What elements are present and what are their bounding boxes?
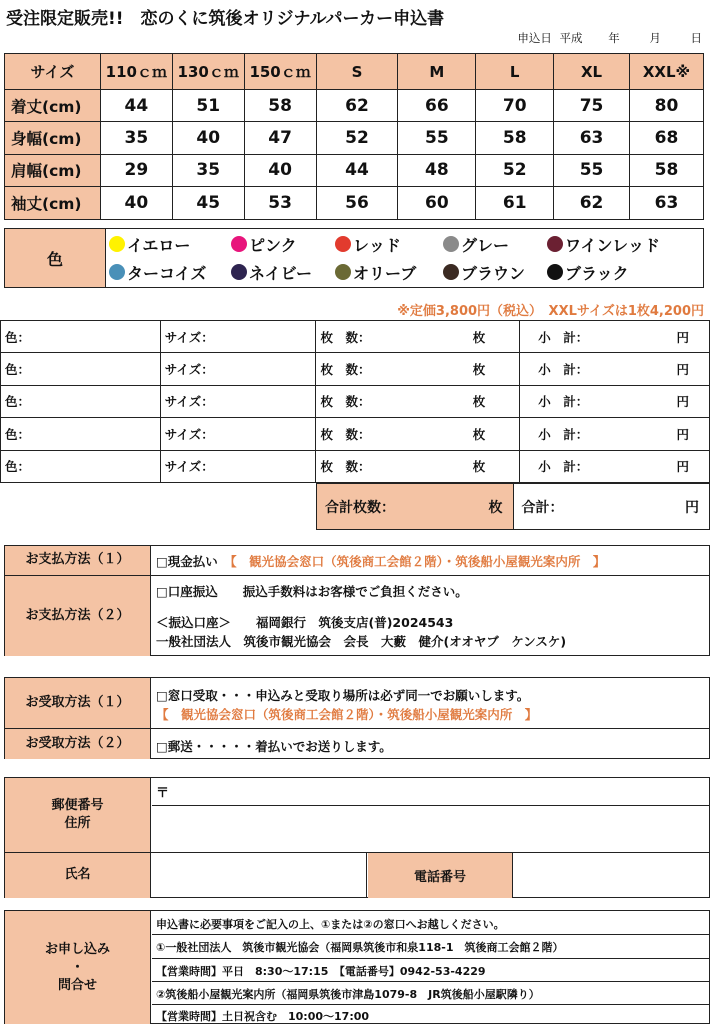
contact-office-1-hours: 【営業時間】平日 8:30〜17:15 【電話番号】0942-53-4229	[156, 965, 486, 978]
application-date-line	[513, 30, 702, 46]
contact-office-2-hours: 【営業時間】土日祝含む 10:00〜17:00	[156, 1010, 370, 1023]
postal-mark: 〒	[156, 786, 170, 801]
size-row-label: 着丈(cm)	[5, 90, 101, 122]
bank-account: ＜振込口座＞ 福岡銀行 筑後支店(普)2024543	[156, 615, 454, 630]
color-name: ネイビー	[249, 263, 313, 283]
color-name: ピンク	[249, 235, 297, 255]
order-color-cell[interactable]	[1, 385, 161, 417]
color-name: ブラック	[565, 263, 629, 283]
order-quantity-label: 枚 数：	[320, 459, 371, 475]
navy-dot-icon	[231, 264, 247, 280]
name-label: 氏名	[5, 853, 151, 898]
receipt-method-2-label: お受取方法（２）	[5, 729, 151, 759]
order-quantity-cell[interactable]	[316, 385, 520, 417]
postal-address-label	[5, 778, 151, 852]
order-subtotal-unit: 円	[676, 394, 689, 410]
size-cell: 63	[554, 122, 630, 154]
color-option-black[interactable]	[547, 258, 629, 286]
color-name: レッド	[353, 235, 401, 255]
size-header-cell: L	[476, 54, 554, 90]
order-subtotal-cell[interactable]	[520, 321, 710, 353]
olive-dot-icon	[335, 264, 351, 280]
era-label: 平成	[559, 31, 583, 45]
order-size-label: サイズ：	[164, 459, 214, 475]
phone-label: 電話番号	[368, 853, 513, 898]
order-color-label: 色：	[5, 426, 31, 442]
size-row-label: 身幅(cm)	[5, 122, 101, 154]
yellow-dot-icon	[109, 236, 125, 252]
order-quantity-label: 枚 数：	[320, 426, 371, 442]
size-cell: 47	[244, 122, 316, 154]
size-cell: 35	[172, 154, 244, 186]
size-cell: 53	[244, 187, 316, 219]
size-header-cell: 150ｃｍ	[244, 54, 316, 90]
size-cell: 75	[554, 90, 630, 122]
color-name: ワインレッド	[565, 235, 660, 255]
address-label: 住所	[64, 816, 91, 831]
price-note: ※定価3,800円（税込） XXLサイズは1枚4,200円	[397, 304, 704, 319]
order-color-cell[interactable]	[1, 450, 161, 482]
size-cell: 45	[172, 187, 244, 219]
pink-dot-icon	[231, 236, 247, 252]
size-cell: 58	[244, 90, 316, 122]
order-size-label: サイズ：	[164, 394, 214, 410]
color-option-red[interactable]	[335, 230, 401, 258]
order-subtotal-cell[interactable]	[520, 418, 710, 450]
order-quantity-label: 枚 数：	[320, 329, 371, 345]
order-quantity-unit: 枚	[472, 459, 486, 475]
size-cell: 52	[316, 122, 398, 154]
address-field[interactable]	[152, 807, 709, 852]
postal-code-field[interactable]	[152, 778, 709, 806]
payment-transfer-option[interactable]: □口座振込 振込手数料はお客様でご負担ください。	[156, 584, 468, 599]
divider	[152, 934, 709, 935]
receipt-counter-option[interactable]: □窓口受取・・・申込みと受取り場所は必ず同一でお願いします。	[156, 688, 530, 703]
size-cell: 60	[398, 187, 476, 219]
order-subtotal-unit: 円	[676, 426, 689, 442]
size-cell: 29	[100, 154, 172, 186]
order-color-cell[interactable]	[1, 321, 161, 353]
size-header-cell: サイズ	[5, 54, 101, 90]
day-label: 日	[690, 31, 702, 45]
size-cell: 48	[398, 154, 476, 186]
color-option-turquoise[interactable]	[109, 258, 206, 286]
order-size-label: サイズ：	[164, 329, 214, 345]
order-row	[1, 321, 710, 353]
size-cell: 62	[316, 90, 398, 122]
size-cell: 40	[172, 122, 244, 154]
order-subtotal-label: 小 計：	[538, 394, 589, 410]
color-name: グレー	[461, 235, 510, 255]
color-option-gray[interactable]	[443, 230, 509, 258]
size-cell: 44	[100, 90, 172, 122]
order-row	[1, 450, 710, 482]
order-subtotal-label: 小 計：	[538, 459, 589, 475]
contact-office-2: ②筑後船小屋観光案内所（福岡県筑後市津島1079-8 JR筑後船小屋駅隣り）	[156, 988, 540, 1001]
contact-instruction: 申込書に必要事項をご記入の上、①または②の窓口へお越しください。	[156, 918, 505, 931]
order-quantity-unit: 枚	[472, 426, 486, 442]
size-cell: 51	[172, 90, 244, 122]
order-quantity-cell[interactable]	[316, 418, 520, 450]
payment-method-1[interactable]	[156, 552, 605, 570]
black-dot-icon	[547, 264, 563, 280]
order-quantity-cell[interactable]	[316, 321, 520, 353]
contact-office-1: ①一般社団法人 筑後市観光協会（福岡県筑後市和泉118-1 筑後商工会館２階）	[156, 941, 564, 954]
contact-section	[4, 910, 710, 1024]
order-subtotal-unit: 円	[676, 459, 689, 475]
order-size-cell[interactable]	[160, 418, 316, 450]
receipt-method-1-label: お受取方法（１）	[5, 678, 151, 728]
date-label: 申込日	[517, 31, 552, 45]
color-name: オリーブ	[353, 263, 417, 283]
brown-dot-icon	[443, 264, 459, 280]
color-name: ブラウン	[461, 263, 526, 283]
order-subtotal-label: 小 計：	[538, 426, 589, 442]
order-subtotal-label: 小 計：	[538, 329, 589, 345]
totals-row	[316, 483, 710, 530]
order-color-cell[interactable]	[1, 353, 161, 385]
receipt-mail-option[interactable]: □郵送・・・・・着払いでお送りします。	[156, 739, 392, 754]
size-cell: 58	[476, 122, 554, 154]
color-option-yellow[interactable]	[109, 230, 190, 258]
color-label: 色	[5, 229, 106, 287]
postal-code-label: 郵便番号	[51, 797, 104, 813]
divider	[152, 958, 709, 959]
size-cell: 56	[316, 187, 398, 219]
payment-cash-option: □現金払い	[156, 554, 218, 569]
size-header-cell: S	[316, 54, 398, 90]
size-cell: 55	[398, 122, 476, 154]
order-quantity-cell[interactable]	[316, 450, 520, 482]
order-size-cell[interactable]	[160, 450, 316, 482]
month-label: 月	[649, 31, 661, 45]
color-name: ターコイズ	[127, 263, 207, 283]
order-subtotal-cell[interactable]	[520, 385, 710, 417]
order-table	[0, 320, 710, 483]
order-subtotal-label: 小 計：	[538, 362, 589, 378]
order-subtotal-cell[interactable]	[520, 353, 710, 385]
order-quantity-unit: 枚	[472, 394, 486, 410]
order-size-cell[interactable]	[160, 321, 316, 353]
size-cell: 80	[629, 90, 703, 122]
order-color-label: 色：	[5, 394, 31, 410]
wine-red-dot-icon	[547, 236, 563, 252]
contact-label	[5, 911, 151, 1024]
order-row	[1, 385, 710, 417]
account-holder: 一般社団法人 筑後市観光協会 会長 大藪 健介(オオヤブ ケンスケ)	[156, 634, 567, 649]
order-color-label: 色：	[5, 459, 31, 475]
order-subtotal-unit: 円	[676, 329, 689, 345]
payment-section	[4, 545, 710, 656]
divider	[152, 981, 709, 982]
total-quantity[interactable]	[317, 484, 514, 529]
total-quantity-unit: 枚	[488, 499, 503, 516]
total-amount-label: 合計：	[521, 499, 564, 516]
receipt-counter-place: 【 観光協会窓口（筑後商工会館２階）・筑後船小屋観光案内所 】	[156, 707, 538, 722]
order-quantity-unit: 枚	[472, 362, 486, 378]
size-cell: 55	[554, 154, 630, 186]
size-cell: 68	[629, 122, 703, 154]
size-header-row	[5, 54, 704, 90]
contact-label-line: ・	[70, 959, 84, 975]
size-cell: 44	[316, 154, 398, 186]
size-header-cell: XXL※	[629, 54, 703, 90]
size-header-cell: M	[398, 54, 476, 90]
size-header-cell: XL	[554, 54, 630, 90]
size-row	[5, 90, 704, 122]
color-option-brown[interactable]	[443, 258, 525, 286]
size-cell: 61	[476, 187, 554, 219]
receipt-section	[4, 677, 710, 759]
size-header-cell: 110ｃｍ	[100, 54, 172, 90]
size-cell: 62	[554, 187, 630, 219]
payment-method-2-label: お支払方法（２）	[5, 576, 151, 656]
size-table	[4, 53, 704, 220]
color-options	[4, 228, 704, 288]
form-title: 受注限定販売!! 恋のくに筑後オリジナルパーカー申込書	[6, 9, 445, 29]
order-color-label: 色：	[5, 329, 31, 345]
name-field[interactable]	[152, 853, 367, 898]
order-quantity-label: 枚 数：	[320, 362, 371, 378]
address-section	[4, 777, 710, 898]
order-size-cell[interactable]	[160, 385, 316, 417]
color-name: イエロー	[127, 235, 191, 255]
payment-method-1-label: お支払方法（１）	[5, 546, 151, 575]
red-dot-icon	[335, 236, 351, 252]
phone-field[interactable]	[514, 853, 709, 898]
size-cell: 58	[629, 154, 703, 186]
total-quantity-label: 合計枚数：	[325, 499, 395, 516]
color-option-olive[interactable]	[335, 258, 416, 286]
size-cell: 63	[629, 187, 703, 219]
order-quantity-cell[interactable]	[316, 353, 520, 385]
order-quantity-unit: 枚	[472, 329, 486, 345]
color-option-navy[interactable]	[231, 258, 312, 286]
size-cell: 66	[398, 90, 476, 122]
size-row	[5, 122, 704, 154]
year-label: 年	[608, 31, 620, 45]
color-option-wine-red[interactable]	[547, 230, 660, 258]
order-subtotal-unit: 円	[676, 362, 689, 378]
contact-label-line: 問合せ	[57, 978, 97, 994]
turquoise-dot-icon	[109, 264, 125, 280]
total-amount-unit: 円	[685, 499, 699, 516]
size-row	[5, 154, 704, 186]
divider	[152, 1004, 709, 1005]
size-header-cell: 130ｃｍ	[172, 54, 244, 90]
order-size-label: サイズ：	[164, 426, 214, 442]
size-row	[5, 187, 704, 219]
size-row-label: 袖丈(cm)	[5, 187, 101, 219]
gray-dot-icon	[443, 236, 459, 252]
order-row	[1, 418, 710, 450]
size-cell: 52	[476, 154, 554, 186]
order-size-label: サイズ：	[164, 362, 214, 378]
contact-label-line: お申し込み	[44, 941, 110, 957]
order-size-cell[interactable]	[160, 353, 316, 385]
size-cell: 40	[244, 154, 316, 186]
size-row-label: 肩幅(cm)	[5, 154, 101, 186]
color-option-pink[interactable]	[231, 230, 297, 258]
size-cell: 35	[100, 122, 172, 154]
order-color-cell[interactable]	[1, 418, 161, 450]
order-quantity-label: 枚 数：	[320, 394, 371, 410]
order-color-label: 色：	[5, 362, 31, 378]
size-cell: 70	[476, 90, 554, 122]
total-amount[interactable]	[514, 484, 710, 529]
order-row	[1, 353, 710, 385]
order-subtotal-cell[interactable]	[520, 450, 710, 482]
size-cell: 40	[100, 187, 172, 219]
payment-cash-place: 【 観光協会窓口（筑後商工会館２階）・筑後船小屋観光案内所 】	[230, 554, 606, 569]
